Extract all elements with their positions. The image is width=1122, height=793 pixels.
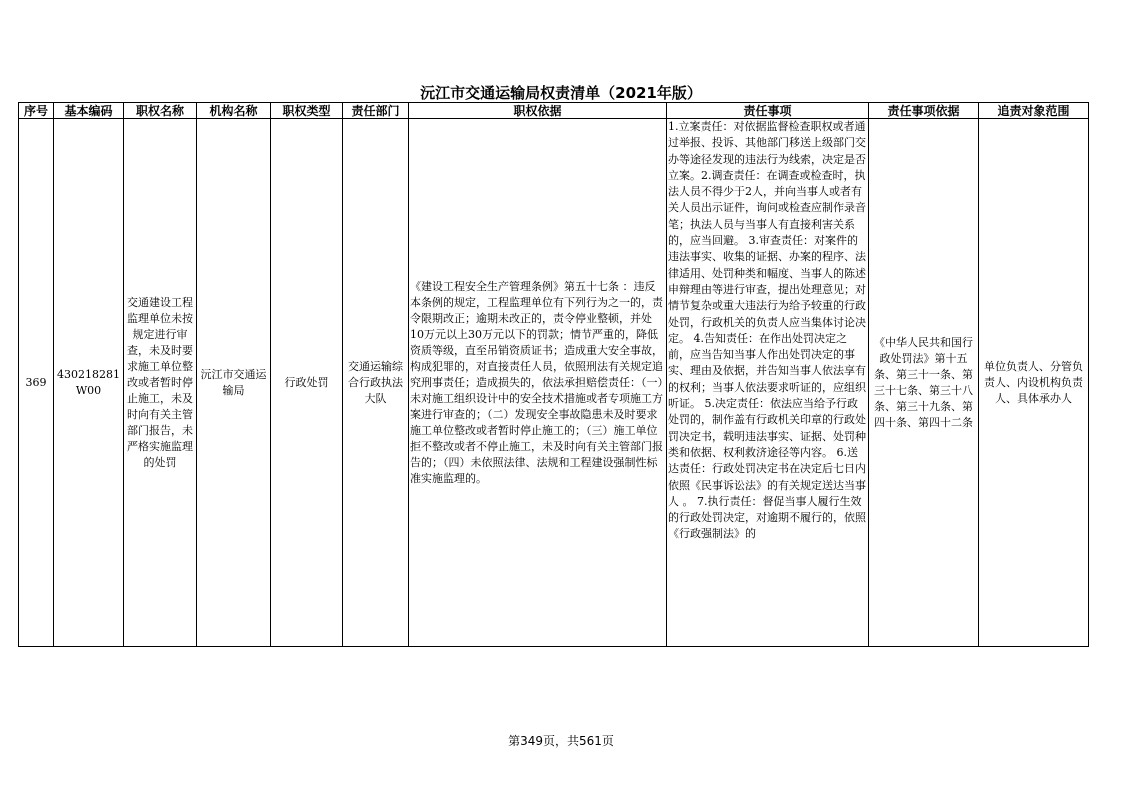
header-accountability: 追责对象范围 <box>979 103 1089 119</box>
header-seq: 序号 <box>19 103 54 119</box>
header-power-type: 职权类型 <box>271 103 343 119</box>
header-duties: 责任事项 <box>667 103 869 119</box>
cell-duty-basis: 《中华人民共和国行政处罚法》第十五条、第三十一条、第三十七条、第三十八条、第三十九条、第四十条、第四十二条 <box>869 119 979 647</box>
cell-accountability: 单位负责人、分管负责人、内设机构负责人、具体承办人 <box>979 119 1089 647</box>
header-department: 责任部门 <box>343 103 409 119</box>
table-header-row <box>19 103 1089 119</box>
cell-power-name: 交通建设工程监理单位未按规定进行审查，未及时要求施工单位整改或者暂时停止施工，未及时向有关主管部门报告，未严格实施监理的处罚 <box>124 119 197 647</box>
page-number: 第349页，共561页 <box>508 734 614 748</box>
cell-power-type: 行政处罚 <box>271 119 343 647</box>
header-code: 基本编码 <box>54 103 124 119</box>
duty-table <box>18 102 1089 647</box>
table-row <box>19 119 1089 647</box>
cell-department: 交通运输综合行政执法大队 <box>343 119 409 647</box>
cell-code: 430218281W00 <box>54 119 124 647</box>
header-duty-basis: 责任事项依据 <box>869 103 979 119</box>
header-basis: 职权依据 <box>409 103 667 119</box>
header-agency: 机构名称 <box>197 103 271 119</box>
cell-basis: 《建设工程安全生产管理条例》第五十七条 ：违反本条例的规定，工程监理单位有下列行为之一的，责令限期改正；逾期未改正的，责令停业整顿，并处10万元以上30万元以下的罚款；情节严重的，降低资质等级，直至吊销资质证书；造成重大安全事故，构成犯罪的，对直接责任人员，依照刑法有关规定追究刑事责任；造成损失的，依法承担赔偿责任：（一）未对施工组织设计中的安全技术措施或者专项施工方案进行审查的；（二）发现安全事故隐患未及时要求施工单位整改或者暂时停止施工的；（三）施工单位拒不整改或者不停止施工，未及时向有关主管部门报告的；（四）未依照法律、法规和工程建设强制性标准实施监理的。 <box>409 119 667 647</box>
cell-duties: 1.立案责任：对依据监督检查职权或者通过举报、投诉、其他部门移送上级部门交办等途径发现的违法行为线索，决定是否立案。2.调查责任：在调查或检查时，执法人员不得少于2人，并向当事人或者有关人员出示证件，询问或检查应制作录音笔；执法人员与当事人有直接利害关系的，应当回避。 3.审查责任：对案件的违法事实、收集的证据、办案的程序、法律适用、处罚种类和幅度、当事人的陈述申辩理由等进行审查，提出处理意见；对情节复杂或重大违法行为给予较重的行政处罚，行政机关的负责人应当集体讨论决定。 4.告知责任：在作出处罚决定之前，应当告知当事人作出处罚决定的事实、理由及依据，并告知当事人依法享有的权利；当事人依法要求听证的，应组织听证。 5.决定责任：依法应当给予行政处罚的，制作盖有行政机关印章的行政处罚决定书，载明违法事实、证据、处罚种类和依据、权利救济途径等内容。 6.送达责任：行政处罚决定书在决定后七日内依照《民事诉讼法》的有关规定送达当事人 。 7.执行责任：督促当事人履行生效的行政处罚决定，对逾期不履行的，依照《行政强制法》的 <box>667 119 869 647</box>
header-power-name: 职权名称 <box>124 103 197 119</box>
cell-agency: 沅江市交通运输局 <box>197 119 271 647</box>
page-title: 沅江市交通运输局权责清单（2021年版） <box>420 84 702 102</box>
cell-seq: 369 <box>19 119 54 647</box>
